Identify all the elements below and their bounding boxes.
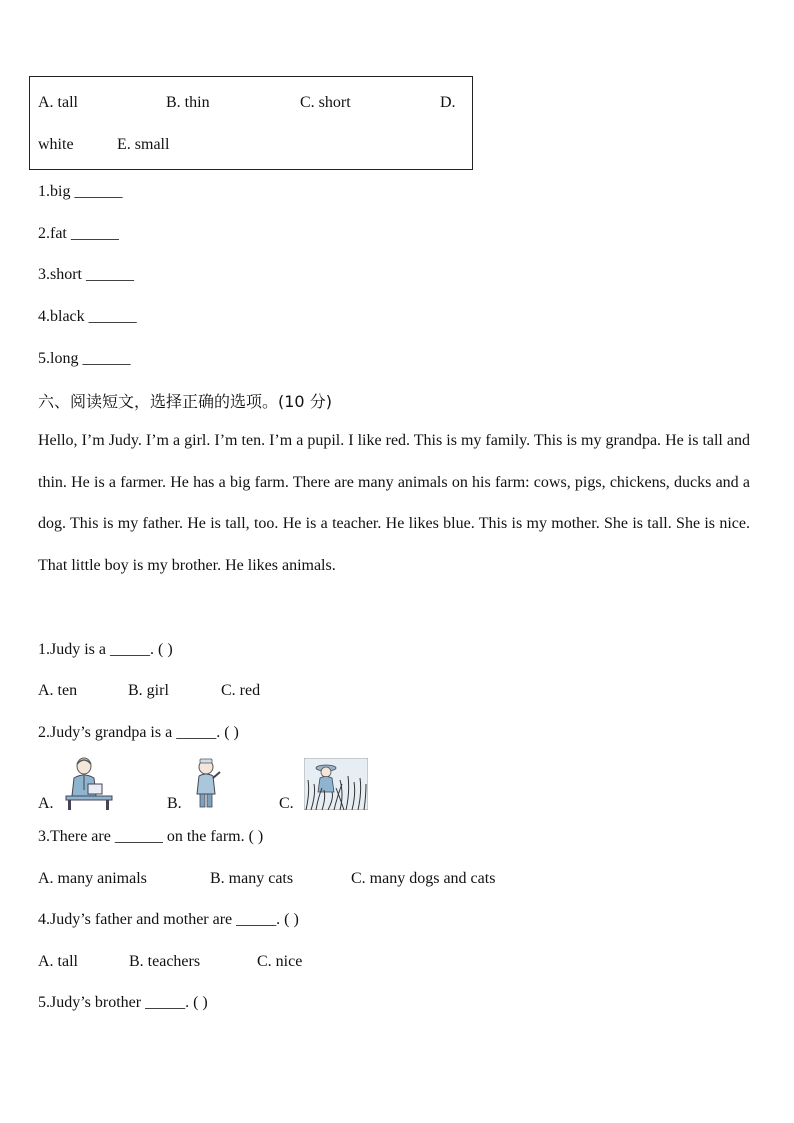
matching-item-2: 2.fat ______ [38,225,119,242]
matching-item-1: 1.big ______ [38,183,123,200]
matching-item-5: 5.long ______ [38,350,131,367]
question-5: 5.Judy’s brother _____. ( ) [38,994,208,1011]
question-3: 3.There are ______ on the farm. ( ) [38,828,264,845]
question-1: 1.Judy is a _____. ( ) [38,641,173,658]
reading-passage: Hello, I’m Judy. I’m a girl. I’m ten. I’m a pupil. I like red. This is my family. This is my grandpa. He is tall and thin. He is a farmer. He has a big farm. There are many animals on his farm: cows, pigs, chickens, ducks and a dog. This is my father. He is tall, too. He is a teacher. He likes blue. This is my mother. She is tall. She is nice. That little boy is my brother. He likes animals. [38,432,750,574]
word-option-box [29,76,473,170]
section-6-heading: 六、阅读短文，选择正确的选项。(10 分) [38,392,332,411]
word-option-c: C. short [300,94,351,111]
word-option-a: A. tall [38,94,78,111]
q1-option-c: C. red [221,682,261,699]
matching-item-4: 4.black ______ [38,308,137,325]
q2-option-c: C. [279,795,294,812]
q3-option-c: C. many dogs and cats [351,870,496,887]
word-option-b: B. thin [166,94,210,111]
q2-option-a: A. [38,795,54,812]
q3-option-a: A. many animals [38,870,147,887]
q2-option-b: B. [167,795,182,812]
question-4: 4.Judy’s father and mother are _____. ( ) [38,911,299,928]
q3-option-b: B. many cats [210,870,294,887]
word-option-d-word: white [38,136,74,153]
q4-option-c: C. nice [257,953,303,970]
question-2: 2.Judy’s grandpa is a _____. ( ) [38,724,239,741]
q4-option-b: B. teachers [129,953,201,970]
word-option-e: E. small [117,136,170,153]
farmer-picture [304,758,368,810]
doctor-picture [192,758,222,810]
matching-item-3: 3.short ______ [38,266,134,283]
q1-option-b: B. girl [128,682,169,699]
teacher-picture [62,756,114,810]
word-option-d-letter: D. [440,94,456,111]
q1-option-a: A. ten [38,682,78,699]
q4-option-a: A. tall [38,953,78,970]
